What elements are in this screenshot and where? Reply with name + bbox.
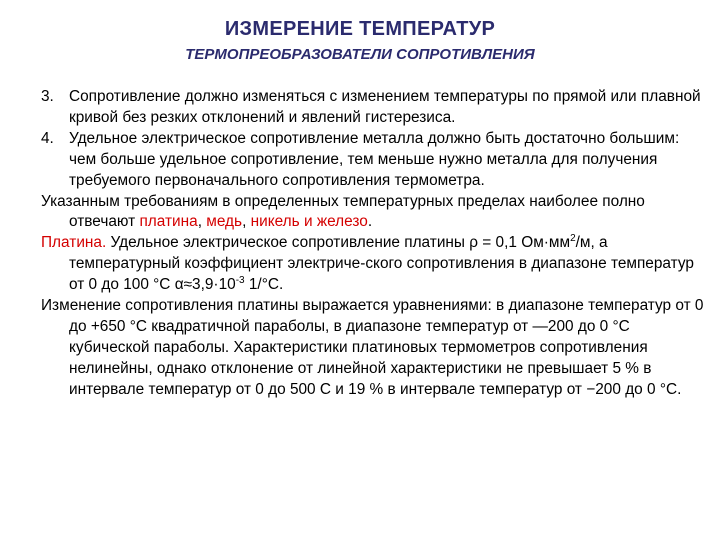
metal-platinum: платина: [139, 213, 198, 231]
superscript: -3: [235, 275, 245, 287]
requirements-paragraph: [41, 192, 706, 234]
period: .: [367, 213, 373, 231]
platinum-label: Платина.: [41, 234, 107, 252]
change-text: Изменение сопротивления платины выражается уравнениями: в диапазоне температур от 0 до +650 °С квадратичной параболы, в диапазоне температур от —200 до 0 °С кубической параболы. Характеристики платиновых термометров сопротивления нелинейны, однако отклонение от линейной характеристики не превышает 5 % в интервале температур от 0 до 500 С и 19 % в интервале температур от −200 до 0 °С.: [41, 297, 704, 398]
separator: ,: [242, 213, 251, 231]
platinum-text: 1/°С.: [244, 276, 284, 294]
metal-nickel-iron: никель и железо: [250, 213, 368, 231]
superscript: 2: [570, 233, 576, 245]
list-text: Сопротивление должно изменяться с изменением температуры по прямой или плавной кривой без резких отклонений и явлений гистерезиса.: [69, 88, 701, 126]
slide-body: [41, 87, 706, 401]
list-number: 3.: [41, 88, 54, 105]
slide-subtitle: ТЕРМОПРЕОБРАЗОВАТЕЛИ СОПРОТИВЛЕНИЯ: [185, 46, 535, 63]
list-item-3: [41, 87, 706, 129]
change-paragraph: [41, 296, 706, 401]
requirements-text: Указанным требованиям в определенных температурных пределах наиболее полно отвечают: [41, 192, 645, 231]
separator: ,: [197, 213, 207, 231]
platinum-text: /м, а температурный коэффициент электриче-ского сопротивления в диапазоне температур от 0 до 100 °С α≈3,9·10: [69, 234, 694, 294]
slide-title: ИЗМЕРЕНИЕ ТЕМПЕРАТУР: [224, 18, 496, 40]
list-text: Удельное электрическое сопротивление металла должно быть достаточно большим: чем больше удельное сопротивление, тем меньше нужно металла для получения требуемого первоначального сопротивления термометра.: [69, 129, 680, 189]
list-number: 4.: [41, 129, 54, 147]
platinum-text: Удельное электрическое сопротивление платины ρ = 0,1 Ом·мм: [106, 234, 571, 252]
platinum-paragraph: [41, 233, 706, 296]
metal-copper: медь: [206, 213, 243, 231]
list-item-4: [41, 129, 706, 192]
